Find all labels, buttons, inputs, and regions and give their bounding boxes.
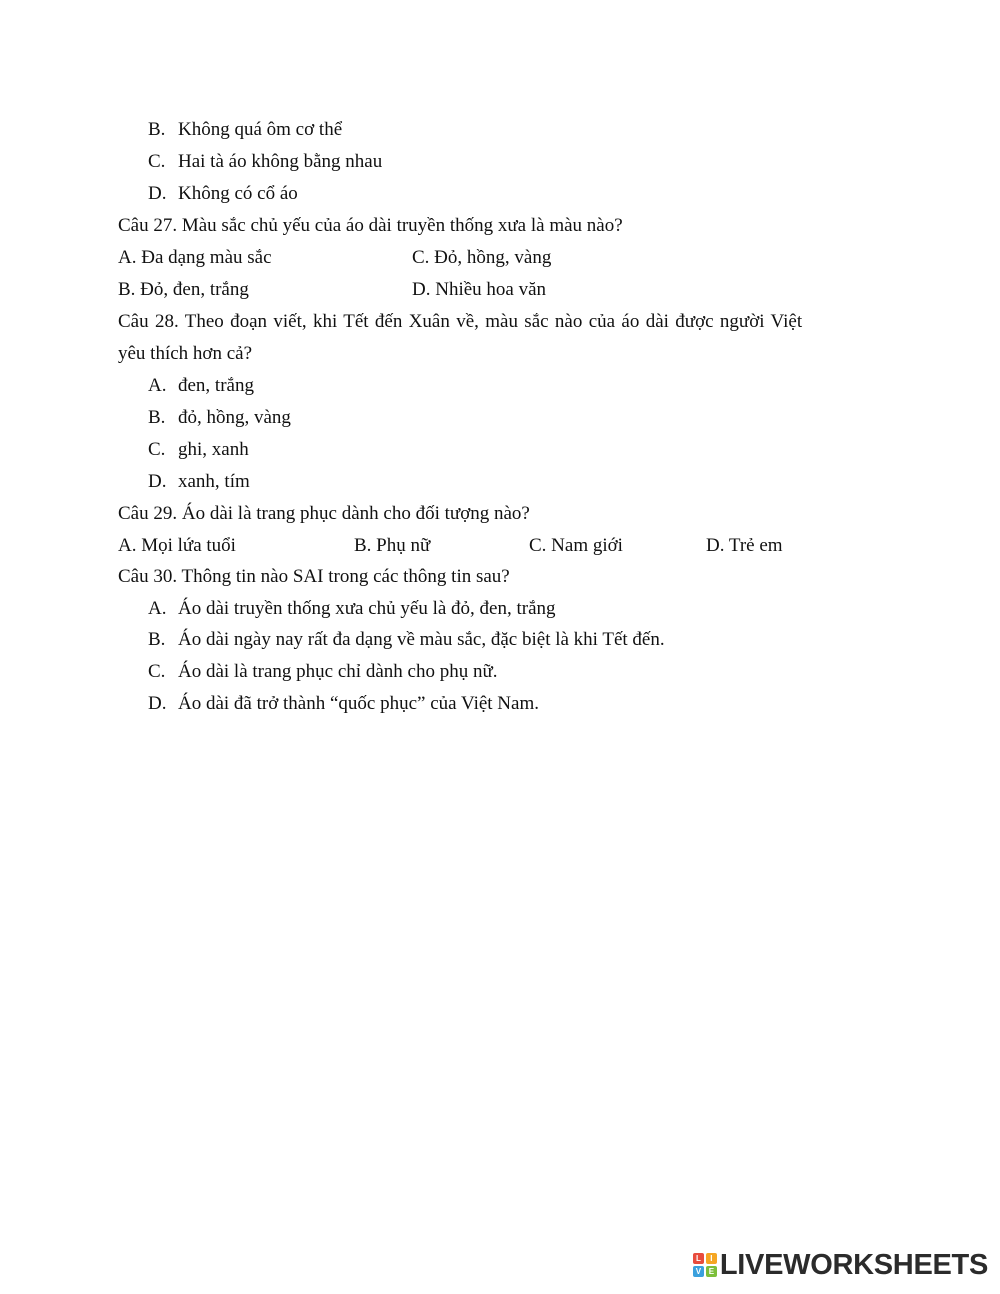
q29-option-c: C. Nam giới [529,535,623,556]
q30-option-c [148,660,498,684]
option-text: ghi, xanh [178,439,249,460]
logo-tile-i: I [706,1253,717,1264]
option-text: đỏ, hồng, vàng [178,407,291,428]
option-text: đen, trắng [178,375,254,396]
logo-tile-l: L [693,1253,704,1264]
liveworksheets-logo-text: LIVEWORKSHEETS [719,1248,988,1281]
option-text: Áo dài đã trở thành “quốc phục” của Việt Nam. [178,693,539,714]
q28-question-line1: Câu 28. Theo đoạn viết, khi Tết đến Xuân về, màu sắc nào của áo dài được người Việt [118,311,803,332]
option-letter: D. [148,183,167,204]
q29-option-b: B. Phụ nữ [354,535,431,556]
option-text: Hai tà áo không bằng nhau [178,151,383,172]
q29-option-a: A. Mọi lứa tuổi [118,535,236,556]
option-letter: D. [148,471,167,492]
q30-option-d [148,692,539,716]
option-text: xanh, tím [178,471,250,492]
logo-tile-v: V [693,1266,704,1277]
q27-option-d: D. Nhiều hoa văn [412,279,547,300]
option-letter: A. [148,375,167,396]
option-letter: D. [148,693,167,714]
q26-option-b [148,118,342,142]
q28-option-b [148,406,291,430]
option-letter: C. [148,439,166,460]
q29-option-d: D. Trẻ em [706,535,783,556]
liveworksheets-logo [693,1250,988,1280]
option-letter: B. [148,629,166,650]
logo-tile-e: E [706,1266,717,1277]
q27-option-b: B. Đỏ, đen, trắng [118,279,249,300]
liveworksheets-logo-icon [693,1253,717,1277]
q29-question: Câu 29. Áo dài là trang phục dành cho đối tượng nào? [118,503,530,524]
q26-option-c [148,150,382,174]
q28-question-line2: yêu thích hơn cả? [118,343,253,364]
q26-option-d [148,182,298,206]
q28-option-c [148,438,249,462]
q27-option-a: A. Đa dạng màu sắc [118,247,272,268]
q30-question: Câu 30. Thông tin nào SAI trong các thông tin sau? [118,566,510,587]
option-letter: B. [148,119,166,140]
option-text: Không có cổ áo [178,183,298,204]
q28-option-a [148,374,254,398]
q27-question: Câu 27. Màu sắc chủ yếu của áo dài truyền thống xưa là màu nào? [118,215,623,236]
option-text: Không quá ôm cơ thể [178,119,343,140]
q28-option-d [148,470,250,494]
option-letter: C. [148,151,166,172]
q27-option-c: C. Đỏ, hồng, vàng [412,247,552,268]
option-text: Áo dài ngày nay rất đa dạng về màu sắc, đặc biệt là khi Tết đến. [178,629,665,650]
option-letter: C. [148,661,166,682]
option-text: Áo dài là trang phục chỉ dành cho phụ nữ. [178,661,498,682]
option-letter: B. [148,407,166,428]
option-letter: A. [148,598,167,619]
q30-option-a [148,597,556,621]
option-text: Áo dài truyền thống xưa chủ yếu là đỏ, đen, trắng [178,598,556,619]
q30-option-b [148,628,665,652]
